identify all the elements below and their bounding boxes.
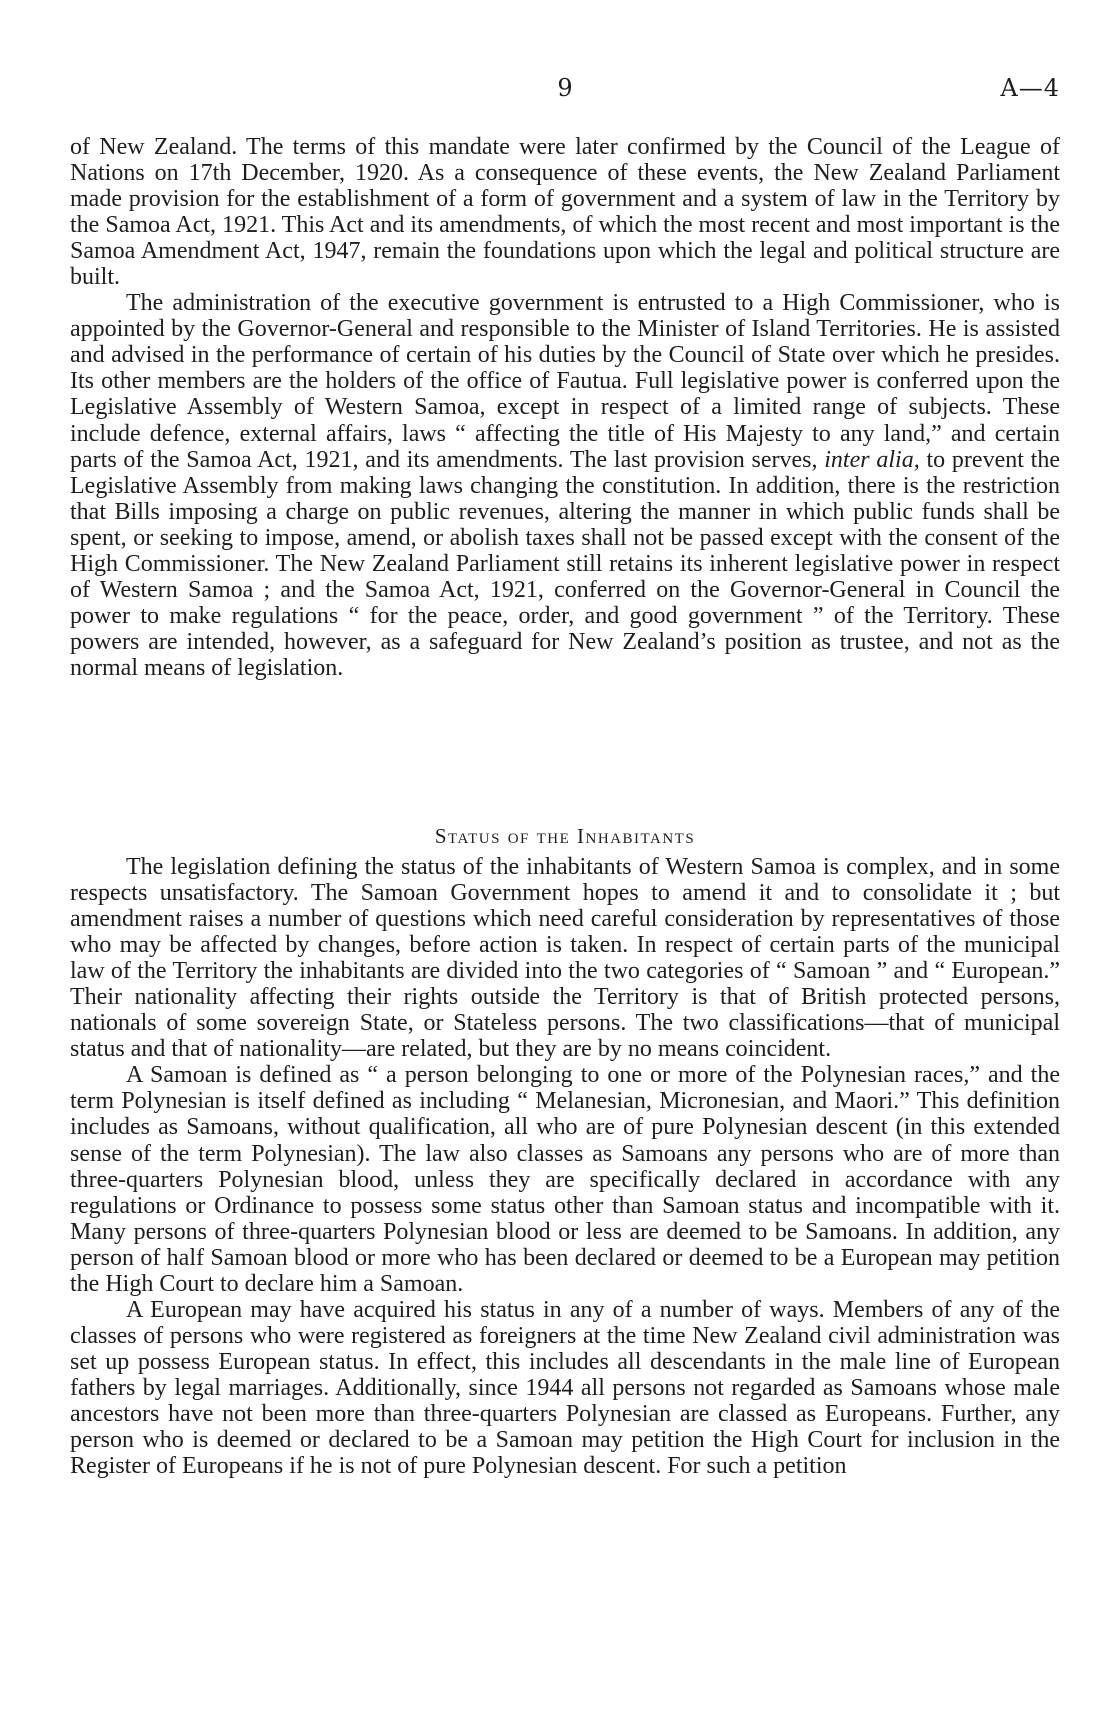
paragraph-samoan-definition: A Samoan is defined as “ a person belonging to one or more of the Polynesian races,” and the term Polynesian is itself defined as including “ Melanesian, Micronesian, and Maori.” This definition includes as Samoans, without qualification, all who are of pure Polynesian descent (in this extended sense of the term Polynesian). The law also classes as Samoans any persons who are of more than three-quarters Polynesian blood, unless they are specifically declared in accordance with any regulations or Ordinance to possess some status other than Samoan status and incompatible with it. Many persons of three-quarters Polynesian blood or less are deemed to be Samoans. In addition, any person of half Samoan blood or more who has been declared or deemed to be a European may petition the High Court to declare him a Samoan. [70,1062,1060,1297]
paragraph-european-status: A European may have acquired his status in any of a number of ways. Members of any of the classes of persons who were registered as foreigners at the time New Zealand civil administration was set up possess European status. In effect, this includes all descendants in the male line of European fathers by legal marriages. Additionally, since 1944 all persons not regarded as Samoans whose male ancestors have not been more than three-quarters Polynesian are classed as Europeans. Further, any person who is deemed or declared to be a Samoan may petition the High Court for inclusion in the Register of Europeans if he is not of pure Polynesian descent. For such a petition [70,1296,1060,1480]
section-heading-status: Status of the Inhabitants [434,824,696,848]
constitution-section [70,134,1060,681]
paragraph-administration [70,290,1060,681]
paragraph-administration-part2: to prevent the Legislative Assembly from making laws changing the constitution. In addition, there is the restriction that Bills imposing a charge on public revenues, altering the manner in which public funds shall be spent, or seeking to impose, amend, or abolish taxes shall not be passed except with the consent of the High Commissioner. The New Zealand Parliament still retains its inherent legislative power in respect of Western Samoa ; and the Samoa Act, 1921, conferred on the Governor-General in Council the power to make regulations “ for the peace, order, and good government ” of the Territory. These powers are intended, however, as a safeguard for New Zealand’s position as trustee, and not as the normal means of legislation. [70,446,1060,681]
paragraph-legislation: The legislation defining the status of the inhabitants of Western Samoa is complex, and in some respects unsatisfactory. The Samoan Government hopes to amend it and to consolidate it ; but amendment raises a number of questions which need careful consideration by representatives of those who may be affected by changes, before action is taken. In respect of certain parts of the municipal law of the Territory the inhabitants are divided into the two categories of “ Samoan ” and “ European.” Their nationality affecting their rights outside the Territory is that of British protected persons, nationals of some sovereign State, or Stateless persons. The two classifications—that of municipal status and that of nationality—are related, but they are by no means coincident. [70,854,1060,1063]
latin-phrase: inter alia, [824,446,920,473]
status-section [70,854,1060,1479]
paragraph-administration-part1: The administration of the executive government is entrusted to a High Commissioner, who is appointed by the Governor-General and responsible to the Minister of Island Territories. He is assisted and advised in the performance of certain of his duties by the Council of State over which he presides. Its other members are the holders of the office of Fautua. Full legislative power is conferred upon the Legislative Assembly of Western Samoa, except in respect of a limited range of subjects. These include defence, external affairs, laws “ affecting the title of His Majesty to any land,” and certain parts of the Samoa Act, 1921, and its amendments. The last provision serves, [70,290,1060,473]
document-reference: A—4 [1000,74,1060,102]
paragraph-mandate: of New Zealand. The terms of this mandate were later confirmed by the Council of the League of Nations on 17th December, 1920. As a consequence of these events, the New Zealand Parliament made provision for the establishment of a form of government and a system of law in the Territory by the Samoa Act, 1921. This Act and its amendments, of which the most recent and most important is the Samoa Amendment Act, 1947, remain the foundations upon which the legal and political structure are built. [70,134,1060,291]
page-number: 9 [557,74,573,102]
page-header [70,74,1060,114]
